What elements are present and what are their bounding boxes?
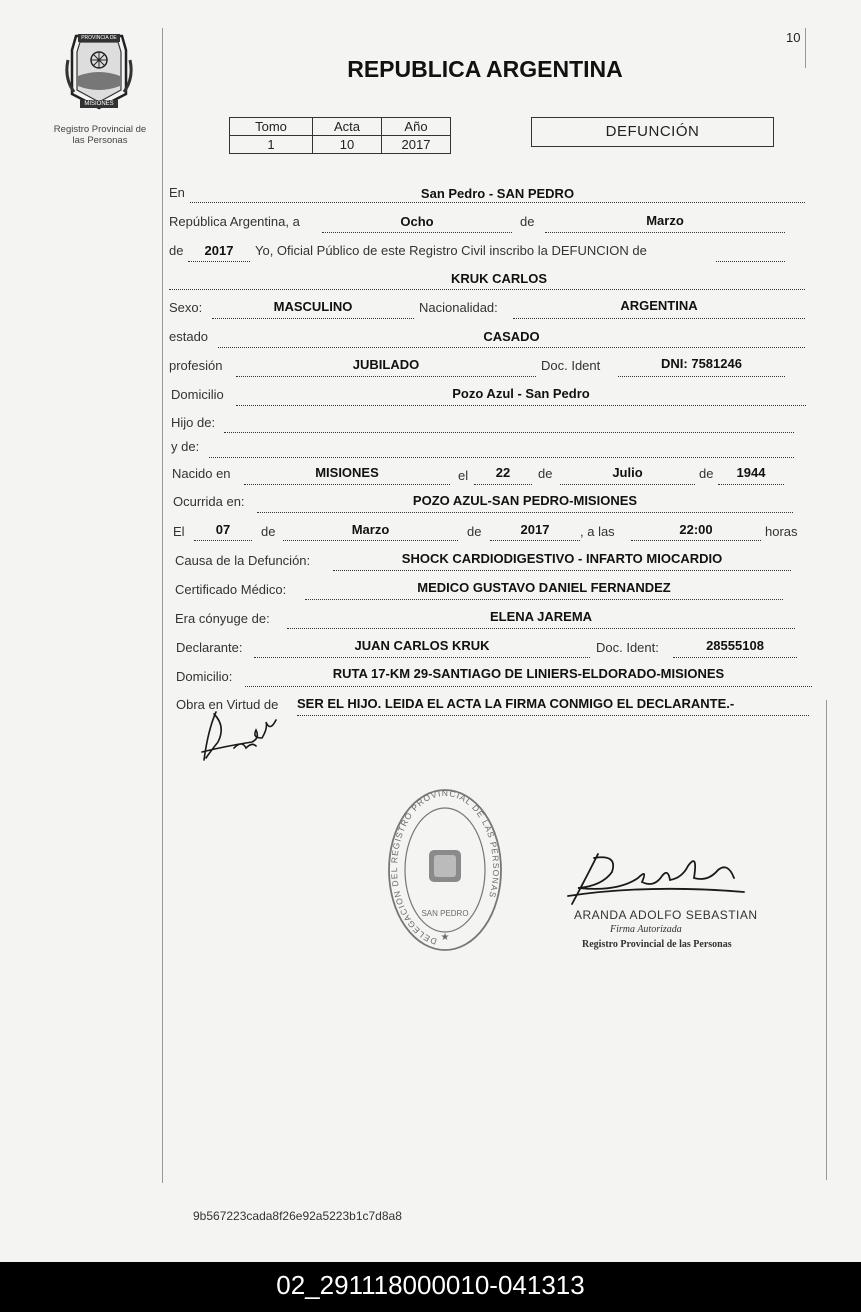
- conyuge-label: Era cónyuge de:: [175, 611, 270, 626]
- republica-label: República Argentina, a: [169, 214, 300, 229]
- doc-line: [618, 376, 785, 377]
- official-seal: [387, 788, 503, 958]
- registry-caption: [40, 124, 160, 146]
- profesion-value: JUBILADO: [352, 357, 420, 372]
- death-month: Marzo: [351, 522, 390, 537]
- nacido-line: [244, 484, 450, 485]
- certificado-line: [305, 599, 783, 600]
- domicilio2-value: RUTA 17-KM 29-SANTIAGO DE LINIERS-ELDORADO-MISIONES: [332, 666, 725, 681]
- ocurrida-value: POZO AZUL-SAN PEDRO-MISIONES: [412, 493, 638, 508]
- de-label: de: [520, 214, 535, 229]
- causa-line: [333, 570, 791, 571]
- causa-label: Causa de la Defunción:: [175, 553, 311, 568]
- nacionalidad-label: Nacionalidad:: [419, 300, 498, 315]
- conyuge-line: [287, 628, 795, 629]
- right-margin-line: [805, 28, 806, 68]
- en-line: [190, 202, 805, 203]
- death-de1-label: de: [261, 524, 276, 539]
- svg-text:★: ★: [440, 932, 450, 943]
- domicilio2-label: Domicilio:: [176, 669, 233, 684]
- emblem-text-top: PROVINCIA DE: [81, 35, 117, 41]
- obra-label: Obra en Virtud de: [176, 697, 279, 712]
- birth-day: 22: [495, 465, 511, 480]
- year-prefix-label: de: [169, 243, 184, 258]
- obra-value: SER EL HIJO. LEIDA EL ACTA LA FIRMA CONMIGO EL DECLARANTE.-: [297, 696, 735, 711]
- book-table-header: Acta: [313, 118, 382, 136]
- doc2-value: 28555108: [706, 638, 764, 653]
- province-emblem: [62, 30, 136, 112]
- book-table-header: Año: [382, 118, 451, 136]
- emblem-text-bottom: MISIONES: [84, 101, 114, 107]
- en-label: En: [169, 185, 185, 200]
- official-signature: [558, 848, 748, 910]
- declarant-signature: [196, 702, 286, 768]
- nacido-value: MISIONES: [315, 465, 379, 480]
- sexo-line: [212, 318, 414, 319]
- statement-text: Yo, Oficial Público de este Registro Civil inscribo la DEFUNCION de: [255, 243, 647, 258]
- signatory-office: Registro Provincial de las Personas: [582, 939, 732, 950]
- registry-caption-line2: las Personas: [72, 135, 128, 146]
- book-table-value-row: [230, 136, 451, 154]
- obra-line: [297, 715, 809, 716]
- conyuge-value: ELENA JAREMA: [489, 609, 593, 624]
- birth-month: Julio: [612, 465, 643, 480]
- doc2-label: Doc. Ident:: [596, 640, 659, 655]
- doc-label: Doc. Ident: [541, 358, 601, 373]
- book-table-header: Tomo: [230, 118, 313, 136]
- month-line: [545, 232, 785, 233]
- birth-month-line: [560, 484, 695, 485]
- domicilio-label: Domicilio: [171, 387, 224, 402]
- birth-de1-label: de: [538, 466, 553, 481]
- domicilio-value: Pozo Azul - San Pedro: [452, 386, 590, 401]
- registry-caption-line1: Registro Provincial de: [53, 124, 147, 135]
- record-type-box: DEFUNCIÓN: [531, 117, 774, 147]
- doc-value: DNI: 7581246: [661, 356, 742, 371]
- horas-label: horas: [765, 524, 798, 539]
- year-line: [188, 261, 250, 262]
- certificado-value: MEDICO GUSTAVO DANIEL FERNANDEZ: [417, 580, 671, 595]
- signatory-name: ARANDA ADOLFO SEBASTIAN: [574, 908, 758, 922]
- year-value: 2017: [204, 243, 234, 258]
- death-time: 22:00: [679, 522, 713, 537]
- book-table-header-row: [230, 118, 451, 136]
- estado-line: [218, 347, 805, 348]
- page-title: REPUBLICA ARGENTINA: [347, 56, 623, 82]
- birth-year: 1944: [736, 465, 766, 480]
- nacido-label: Nacido en: [172, 466, 231, 481]
- nacionalidad-line: [513, 318, 805, 319]
- doc2-line: [673, 657, 797, 658]
- el2-label: El: [173, 524, 185, 539]
- nacionalidad-value: ARGENTINA: [620, 298, 698, 313]
- death-day-line: [194, 540, 252, 541]
- death-year-line: [490, 540, 580, 541]
- signatory-role: Firma Autorizada: [610, 924, 682, 935]
- estado-value: CASADO: [483, 329, 540, 344]
- domicilio-line: [236, 405, 806, 406]
- day-value: Ocho: [400, 214, 434, 229]
- death-day: 07: [215, 522, 231, 537]
- death-time-line: [631, 540, 761, 541]
- hijo-line: [224, 432, 794, 433]
- seal-graphic: [387, 788, 503, 958]
- el-label: el: [458, 468, 469, 483]
- hijo-label: Hijo de:: [171, 415, 216, 430]
- en-value: San Pedro - SAN PEDRO: [420, 186, 575, 201]
- profesion-line: [236, 376, 536, 377]
- page-number: 10: [786, 30, 801, 45]
- declarante-line: [254, 657, 590, 658]
- birth-year-line: [718, 484, 784, 485]
- yde-line: [209, 457, 794, 458]
- book-table-cell: 10: [313, 136, 382, 154]
- death-year: 2017: [520, 522, 550, 537]
- footer-code: 02_291118000010-041313: [0, 1262, 861, 1312]
- seal-ring-text: DELEGACION DEL REGISTRO PROVINCIAL DE LAS PERSONAS: [389, 788, 502, 947]
- book-table: [229, 117, 451, 154]
- domicilio2-line: [245, 686, 812, 687]
- birth-de2-label: de: [699, 466, 714, 481]
- ocurrida-line: [257, 512, 793, 513]
- statement-tail-line: [716, 261, 785, 262]
- estado-label: estado: [169, 329, 209, 344]
- declarante-label: Declarante:: [176, 640, 243, 655]
- book-table-cell: 2017: [382, 136, 451, 154]
- certificado-label: Certificado Médico:: [175, 582, 287, 597]
- ocurrida-label: Ocurrida en:: [173, 494, 245, 509]
- sexo-value: MASCULINO: [273, 299, 353, 314]
- declarante-value: JUAN CARLOS KRUK: [354, 638, 490, 653]
- alas-label: , a las: [580, 524, 615, 539]
- causa-value: SHOCK CARDIODIGESTIVO - INFARTO MIOCARDIO: [401, 551, 723, 566]
- death-de2-label: de: [467, 524, 482, 539]
- document-hash: 9b567223cada8f26e92a5223b1c7d8a8: [193, 1209, 402, 1223]
- profesion-label: profesión: [169, 358, 223, 373]
- deceased-line: [169, 289, 805, 290]
- birth-day-line: [474, 484, 532, 485]
- month-value: Marzo: [646, 213, 684, 228]
- left-margin-line: [162, 28, 163, 1183]
- seal-center-text: SAN PEDRO: [421, 909, 469, 918]
- death-month-line: [283, 540, 458, 541]
- book-table-cell: 1: [230, 136, 313, 154]
- yde-label: y de:: [171, 439, 200, 454]
- right-margin-line-lower: [826, 700, 827, 1180]
- deceased-name: KRUK CARLOS: [450, 271, 548, 286]
- day-line: [322, 232, 512, 233]
- sexo-label: Sexo:: [169, 300, 203, 315]
